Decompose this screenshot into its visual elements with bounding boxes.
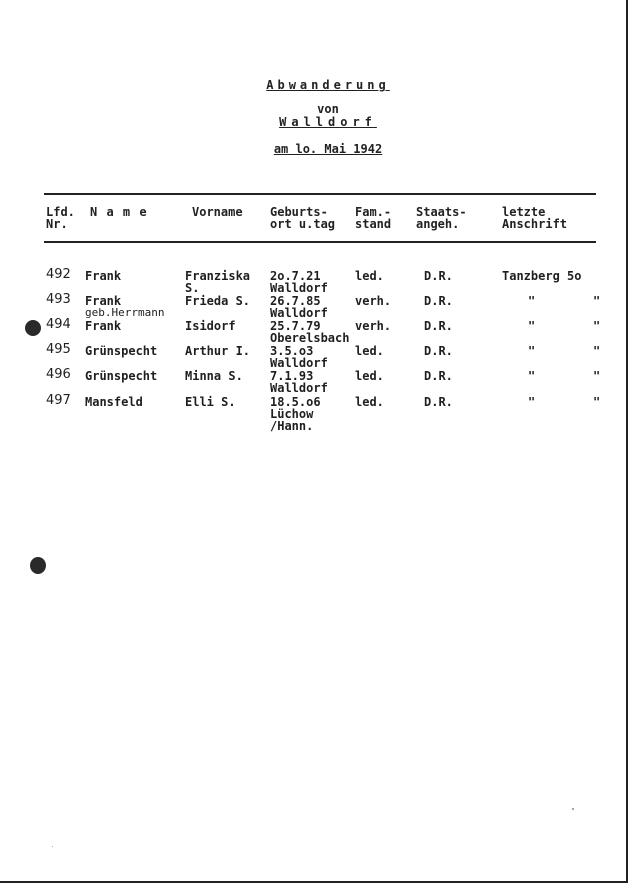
column-header-lfd (46, 206, 75, 230)
row-492-vorname-line2: S. (185, 281, 200, 295)
row-497-vorname: Elli S. (185, 395, 236, 409)
row-492-anschrift: Tanzberg 5o (502, 269, 582, 283)
row-496-geb-ort: Walldorf (270, 381, 328, 395)
document-date: am lo. Mai 1942 (273, 142, 383, 156)
row-497-geb-ort-line2: /Hann. (270, 419, 314, 433)
row-497-name: Mansfeld (85, 395, 143, 409)
column-header-name: N a m e (90, 205, 148, 219)
column-header-geburt (270, 206, 335, 230)
row-495-geb-date: 3.5.o3 (270, 344, 314, 358)
row-497-geb-date: 18.5.o6 (270, 395, 321, 409)
column-header-staatsangeh-line2: angeh. (416, 217, 460, 231)
row-494-anschrift-ditto: " " (528, 319, 601, 333)
row-494-name: Frank (85, 319, 122, 333)
row-493-name: Frank (85, 294, 122, 308)
row-497-staat: D.R. (424, 395, 453, 409)
document-place: Walldorf (279, 115, 377, 129)
column-header-lfd-line2: Nr. (46, 217, 68, 231)
row-496-nr: 496 (46, 367, 71, 382)
row-496-geb-date: 7.1.93 (270, 369, 314, 383)
row-496-anschrift-ditto: " " (528, 369, 601, 383)
header-rule-bottom (44, 241, 596, 243)
row-493-geb-date: 26.7.85 (270, 294, 321, 308)
row-494-geb-date: 25.7.79 (270, 319, 321, 333)
header-rule-top (44, 193, 596, 195)
document-subtitle-von: von (317, 102, 339, 116)
paper-speck (52, 846, 53, 847)
row-496-famstand: led. (355, 369, 384, 383)
column-header-geburt-line1: Geburts- (270, 205, 328, 219)
row-494-geb-ort: Oberelsbach (270, 331, 350, 345)
row-497-nr: 497 (46, 393, 71, 408)
row-496-name: Grünspecht (85, 369, 158, 383)
row-495-anschrift-ditto: " " (528, 344, 601, 358)
row-493-anschrift-ditto: " " (528, 294, 601, 308)
row-492-famstand: led. (355, 269, 384, 283)
row-492-name: Frank (85, 269, 122, 283)
document-title: Abwanderung (266, 78, 390, 92)
row-497-famstand: led. (355, 395, 384, 409)
column-header-anschrift (502, 206, 567, 230)
row-494-nr: 494 (46, 317, 71, 332)
row-495-name: Grünspecht (85, 344, 158, 358)
row-495-geb-ort: Walldorf (270, 356, 328, 370)
row-492-geb-date: 2o.7.21 (270, 269, 321, 283)
row-493-famstand: verh. (355, 294, 392, 308)
column-header-lfd-line1: Lfd. (46, 205, 75, 219)
column-header-anschrift-line1: letzte (502, 205, 546, 219)
row-495-nr: 495 (46, 342, 71, 357)
column-header-staatsangeh-line1: Staats- (416, 205, 467, 219)
column-header-famstand-line1: Fam.- (355, 205, 392, 219)
row-496-staat: D.R. (424, 369, 453, 383)
column-header-vorname: Vorname (192, 205, 243, 219)
row-494-famstand: verh. (355, 319, 392, 333)
row-495-staat: D.R. (424, 344, 453, 358)
row-496-vorname: Minna S. (185, 369, 243, 383)
row-493-nr: 493 (46, 292, 71, 307)
row-493-geb-ort: Walldorf (270, 306, 328, 320)
punch-hole (25, 320, 41, 336)
column-header-famstand-line2: stand (355, 217, 392, 231)
row-492-nr: 492 (46, 267, 71, 282)
row-493-staat: D.R. (424, 294, 453, 308)
column-header-geburt-line2: ort u.tag (270, 217, 336, 231)
column-header-famstand (355, 206, 391, 230)
row-495-famstand: led. (355, 344, 384, 358)
column-header-anschrift-line2: Anschrift (502, 217, 568, 231)
paper-speck (572, 808, 574, 810)
row-497-geb-ort: Lüchow (270, 407, 314, 421)
row-497-anschrift-ditto: " " (528, 395, 601, 409)
row-492-vorname: Franziska (185, 269, 251, 283)
row-493-name-line2: geb.Herrmann (85, 306, 165, 319)
row-493-vorname: Frieda S. (185, 294, 251, 308)
column-header-staatsangeh (416, 206, 467, 230)
row-492-staat: D.R. (424, 269, 453, 283)
row-495-vorname: Arthur I. (185, 344, 251, 358)
row-494-vorname: Isidorf (185, 319, 236, 333)
row-494-staat: D.R. (424, 319, 453, 333)
punch-hole (30, 557, 46, 574)
row-492-geb-ort: Walldorf (270, 281, 328, 295)
